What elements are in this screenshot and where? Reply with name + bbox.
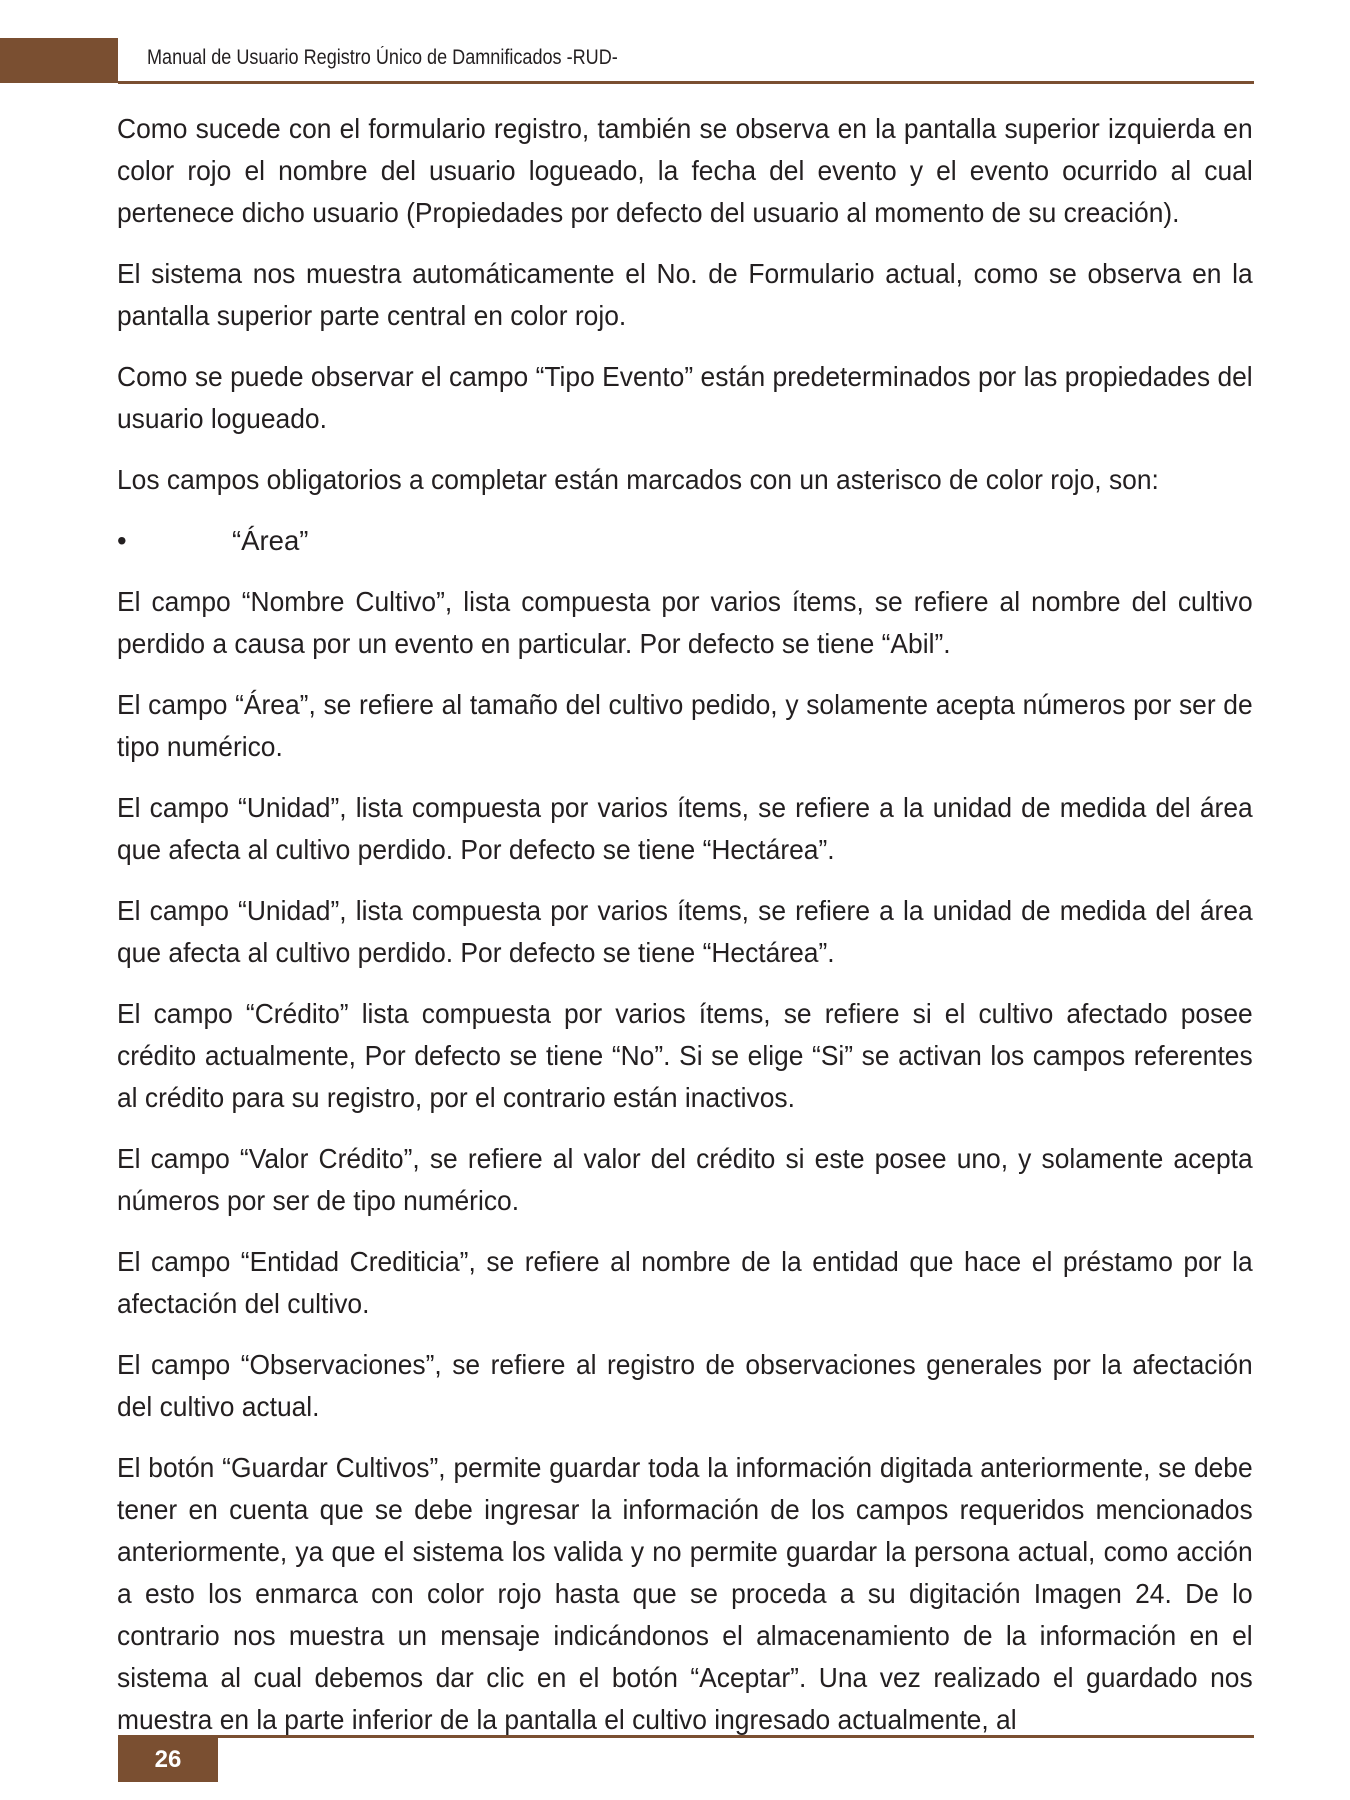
paragraph: El campo “Crédito” lista compuesta por varios ítems, se refiere si el cultivo afectado posee crédito actualmente, Por defecto se tiene “No”. Si se elige “Si” se activan los campos referentes al crédito para su registro, por el contrario están inactivos. <box>117 998 1253 1113</box>
page-body <box>117 108 1253 1760</box>
paragraph: Como se puede observar el campo “Tipo Evento” están predeterminados por las propiedades del usuario logueado. <box>117 361 1253 434</box>
paragraph: El botón “Guardar Cultivos”, permite guardar toda la información digitada anteriormente, se debe tener en cuenta que se debe ingresar la información de los campos requeridos mencionados anteriormente, ya que el sistema los valida y no permite guardar la persona actual, como acción a esto los enmarca con color rojo hasta que se proceda a su digitación Imagen 24. De lo contrario nos muestra un mensaje indicándonos el almacenamiento de la información en el sistema al cual debemos dar clic en el botón “Aceptar”. Una vez realizado el guardado nos muestra en la parte inferior de la pantalla el cultivo ingresado actualmente, al <box>117 1452 1253 1735</box>
paragraph: El campo “Unidad”, lista compuesta por varios ítems, se refiere a la unidad de medida del área que afecta al cultivo perdido. Por defecto se tiene “Hectárea”. <box>117 895 1253 968</box>
bullet-list-item <box>117 520 1253 562</box>
paragraph: El campo “Área”, se refiere al tamaño del cultivo pedido, y solamente acepta números por ser de tipo numérico. <box>117 689 1253 762</box>
bullet-text: “Área” <box>232 525 309 556</box>
paragraph: Como sucede con el formulario registro, también se observa en la pantalla superior izquierda en color rojo el nombre del usuario logueado, la fecha del evento y el evento ocurrido al cual pertenece dicho usuario (Propiedades por defecto del usuario al momento de su creación). <box>117 113 1253 228</box>
paragraph: El campo “Unidad”, lista compuesta por varios ítems, se refiere a la unidad de medida del área que afecta al cultivo perdido. Por defecto se tiene “Hectárea”. <box>117 792 1253 865</box>
paragraph: El campo “Entidad Crediticia”, se refiere al nombre de la entidad que hace el préstamo por la afectación del cultivo. <box>117 1246 1253 1319</box>
bullet-marker: • <box>117 525 127 556</box>
paragraph: El campo “Observaciones”, se refiere al registro de observaciones generales por la afectación del cultivo actual. <box>117 1349 1253 1422</box>
footer-divider <box>118 1735 1254 1738</box>
paragraph: El sistema nos muestra automáticamente el No. de Formulario actual, como se observa en la pantalla superior parte central en color rojo. <box>117 258 1253 331</box>
paragraph: El campo “Valor Crédito”, se refiere al valor del crédito si este posee uno, y solamente acepta números por ser de tipo numérico. <box>117 1143 1253 1216</box>
paragraph: Los campos obligatorios a completar están marcados con un asterisco de color rojo, son: <box>117 464 1159 495</box>
running-header-title: Manual de Usuario Registro Único de Damnificados -RUD- <box>147 46 618 69</box>
paragraph: El campo “Nombre Cultivo”, lista compuesta por varios ítems, se refiere al nombre del cultivo perdido a causa por un evento en particular. Por defecto se tiene “Abil”. <box>117 586 1253 659</box>
header-divider <box>118 81 1254 84</box>
header-color-block <box>0 38 118 83</box>
page-number: 26 <box>118 1738 218 1782</box>
